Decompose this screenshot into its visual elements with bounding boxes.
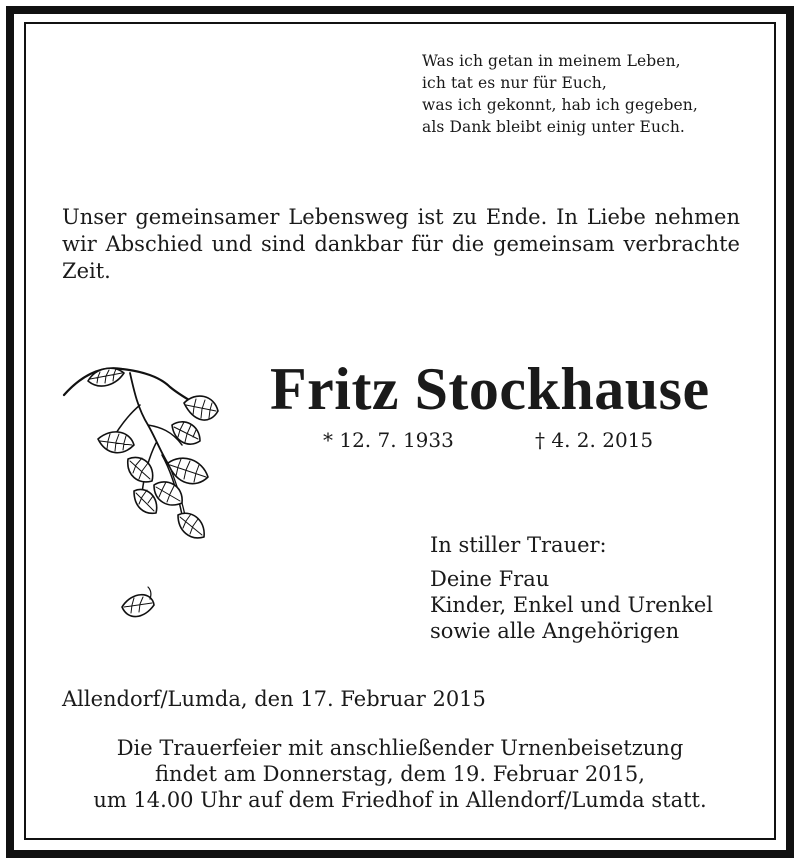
mourner-line: Deine Frau <box>430 567 550 591</box>
mourners-block <box>430 532 713 644</box>
ceremony-line: Die Trauerfeier mit anschließender Urnenbeisetzung <box>116 736 684 760</box>
poem <box>422 50 698 138</box>
ceremony-line: findet am Donnerstag, dem 19. Februar 2015, <box>155 762 645 786</box>
birth-date: * 12. 7. 1933 <box>323 428 454 452</box>
mourner-line: sowie alle Angehörigen <box>430 619 680 643</box>
place-and-date: Allendorf/Lumda, den 17. Februar 2015 <box>62 687 486 711</box>
birch-branch-icon <box>60 355 225 639</box>
ceremony-line: um 14.00 Uhr auf dem Friedhof in Allendorf/Lumda statt. <box>93 788 707 812</box>
deceased-name: Fritz Stockhause <box>270 356 710 422</box>
intro-text: Unser gemeinsamer Lebensweg ist zu Ende. In Liebe nehmen wir Abschied und sind dankbar für die gemeinsam verbrachte Zeit. <box>62 205 740 283</box>
ceremony-notice <box>40 735 760 813</box>
poem-line: als Dank bleibt einig unter Euch. <box>422 118 685 136</box>
poem-line: ich tat es nur für Euch, <box>422 74 607 92</box>
poem-line: was ich gekonnt, hab ich gegeben, <box>422 96 698 114</box>
death-date: † 4. 2. 2015 <box>535 428 654 452</box>
mourner-line: Kinder, Enkel und Urenkel <box>430 593 714 617</box>
mourners-heading: In stiller Trauer: <box>430 533 607 557</box>
poem-line: Was ich getan in meinem Leben, <box>422 52 681 70</box>
